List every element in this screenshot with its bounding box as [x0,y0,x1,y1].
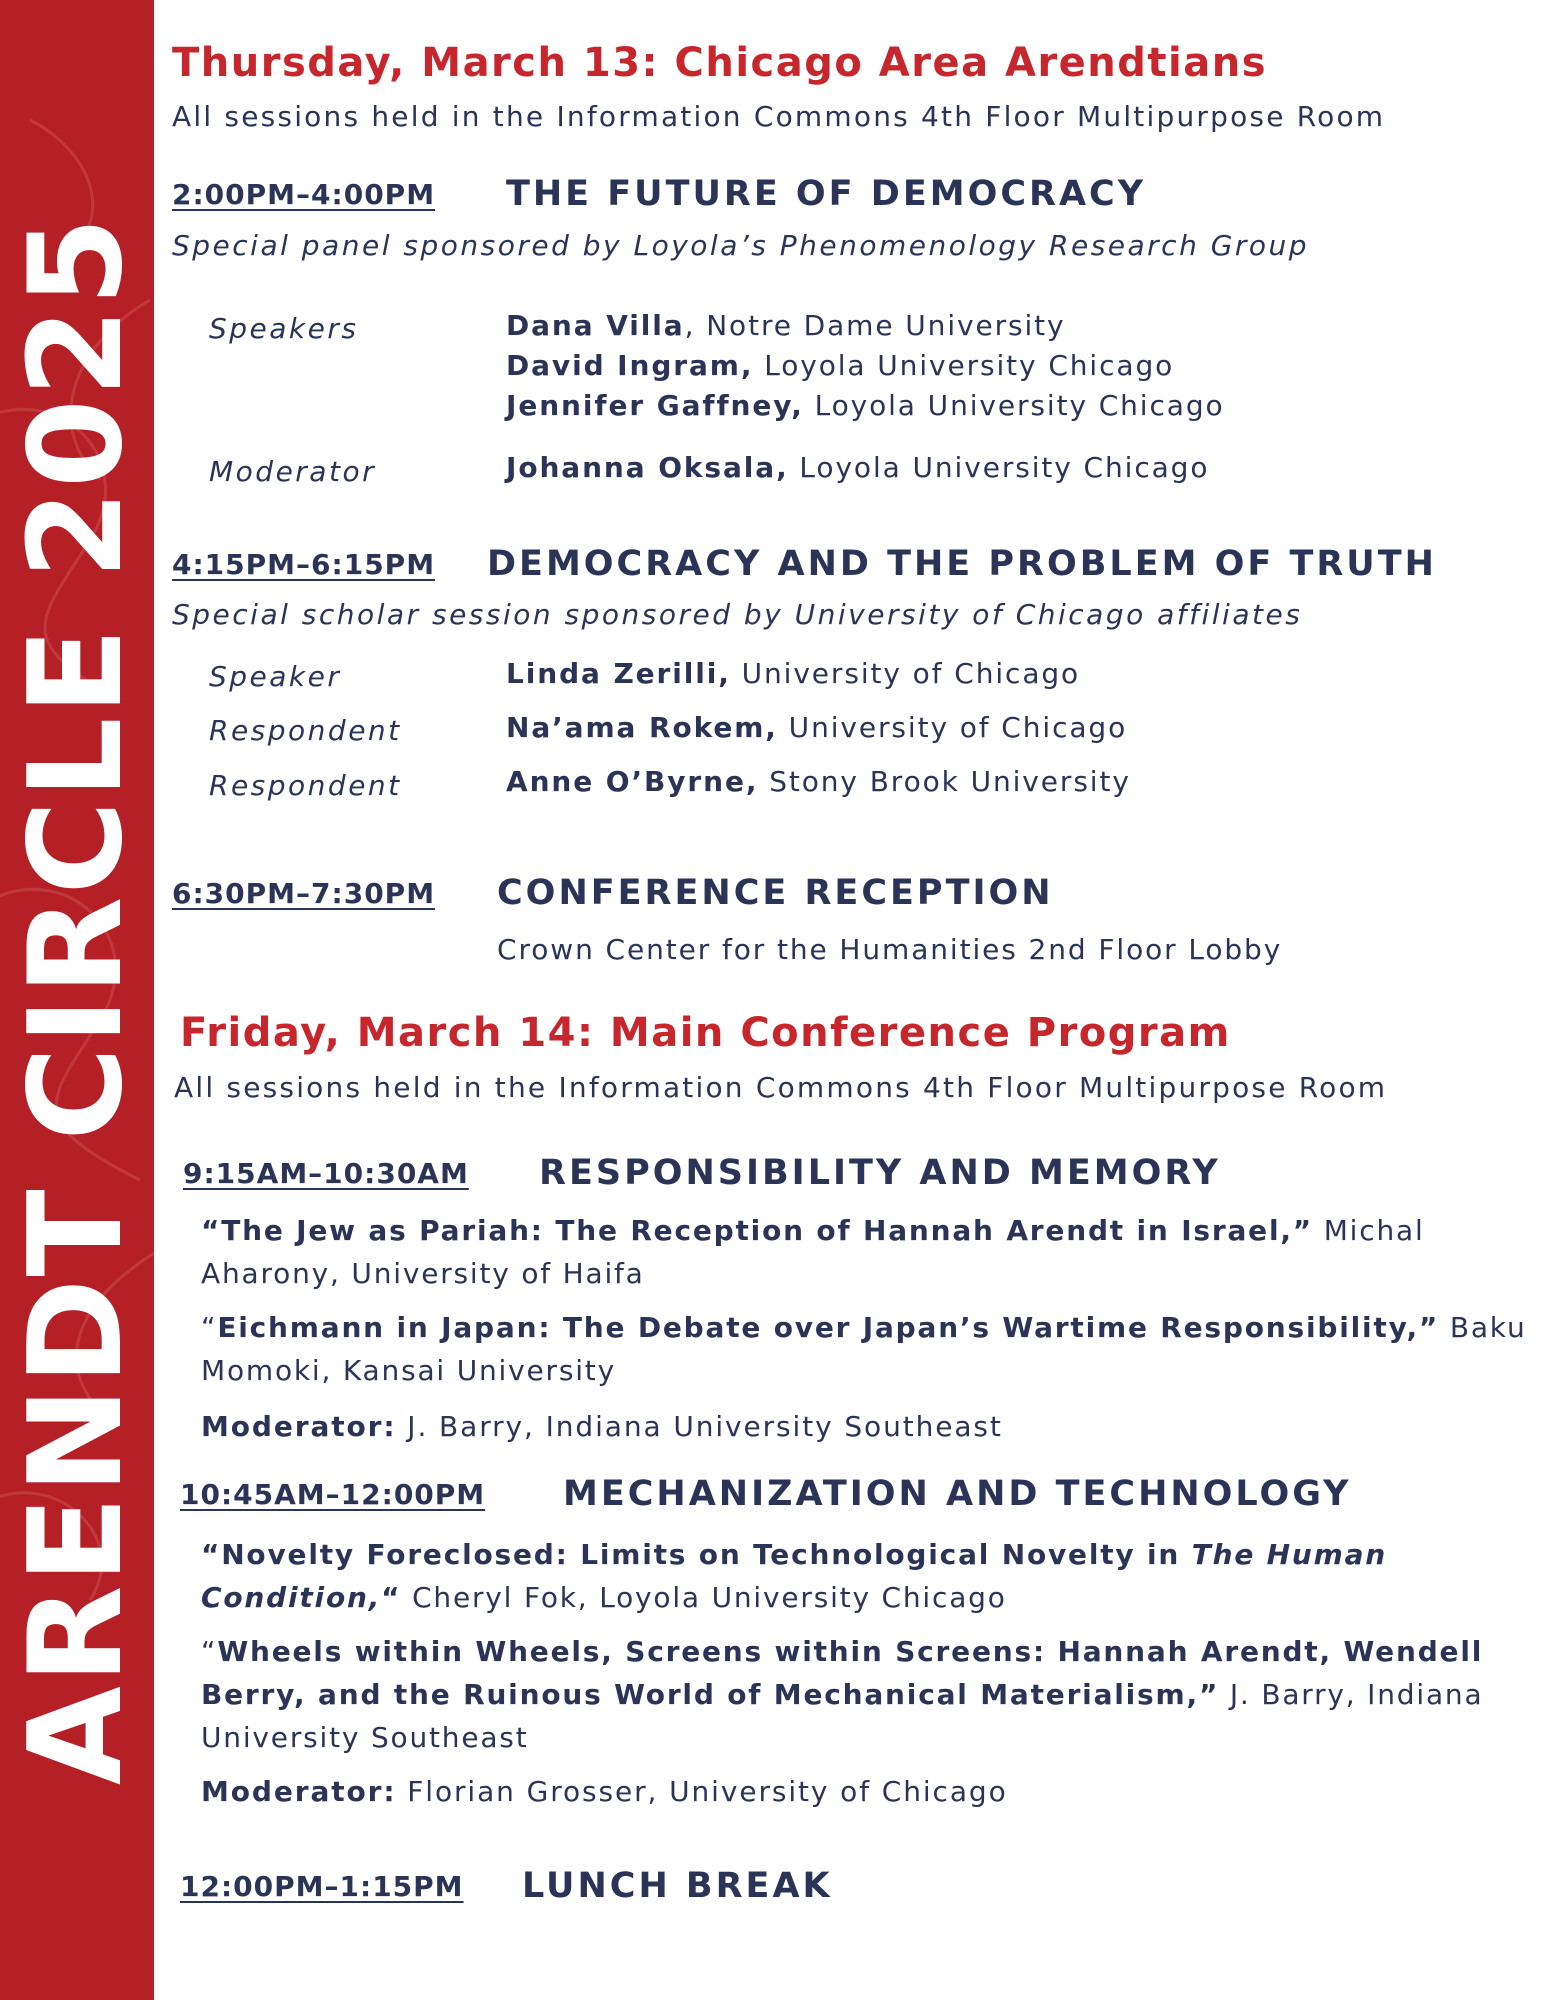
paper-entry: “Eichmann in Japan: The Debate over Japan’s Wartime Responsibility,” Baku Momoki, Kansai University [201,1311,1527,1387]
speaker-entry: Dana Villa, Notre Dame University [506,309,1066,342]
participant-entry: Linda Zerilli, University of Chicago [506,657,1081,690]
paper-entry: “The Jew as Pariah: The Reception of Hannah Arendt in Israel,” Michal Aharony, University of Haifa [201,1214,1425,1290]
moderator-entry: Moderator: J. Barry, Indiana University Southeast [201,1410,1003,1443]
friday-venue: All sessions held in the Information Commons 4th Floor Multipurpose Room [174,1071,1388,1104]
participant-entry: Na’ama Rokem, University of Chicago [506,711,1128,744]
session-title: MECHANIZATION AND TECHNOLOGY [563,1474,1352,1514]
moderator-entry: Johanna Oksala, Loyola University Chicago [506,451,1210,484]
session-time: 12:00PM–1:15PM [180,1870,464,1903]
sidebar-title: ARENDT CIRCLE 2025 [2,214,151,1786]
speaker-entry: David Ingram, Loyola University Chicago [506,349,1175,382]
session-location: Crown Center for the Humanities 2nd Floor Lobby [497,933,1283,966]
session-time: 6:30PM–7:30PM [172,877,436,910]
participant-role: Speaker [209,660,342,693]
session-title: CONFERENCE RECEPTION [497,873,1054,913]
participant-entry: Anne O’Byrne, Stony Brook University [506,765,1131,798]
moderator-entry: Moderator: Florian Grosser, University of Chicago [201,1775,1008,1808]
participant-role: Respondent [209,769,402,802]
speaker-entry: Jennifer Gaffney, Loyola University Chicago [506,389,1225,422]
session-title: DEMOCRACY AND THE PROBLEM OF TRUTH [487,544,1437,584]
paper-entry: “Novelty Foreclosed: Limits on Technological Novelty in The Human Condition,“ Cheryl Fok, Loyola University Chicago [201,1538,1388,1614]
moderator-label: Moderator [209,455,377,488]
thursday-venue: All sessions held in the Information Commons 4th Floor Multipurpose Room [172,100,1386,133]
speakers-label: Speakers [209,312,359,345]
session-time: 2:00PM–4:00PM [172,178,436,211]
session-sponsor: Special panel sponsored by Loyola’s Phenomenology Research Group [172,229,1310,262]
thursday-heading: Thursday, March 13: Chicago Area Arendtians [172,40,1268,86]
session-title: THE FUTURE OF DEMOCRACY [506,174,1147,214]
session-time: 9:15AM–10:30AM [183,1157,469,1190]
participant-role: Respondent [209,714,402,747]
sidebar-banner [0,0,154,2000]
session-sponsor: Special scholar session sponsored by University of Chicago affiliates [172,598,1303,631]
session-time: 4:15PM–6:15PM [172,548,436,581]
session-time: 10:45AM–12:00PM [180,1478,486,1511]
friday-heading: Friday, March 14: Main Conference Program [180,1010,1231,1056]
session-title: LUNCH BREAK [522,1866,833,1906]
session-title: RESPONSIBILITY AND MEMORY [539,1153,1221,1193]
paper-entry: “Wheels within Wheels, Screens within Screens: Hannah Arendt, Wendell Berry, and the Ruinous World of Mechanical Materialism,” J. Barry, Indiana University Southeast [201,1635,1484,1754]
